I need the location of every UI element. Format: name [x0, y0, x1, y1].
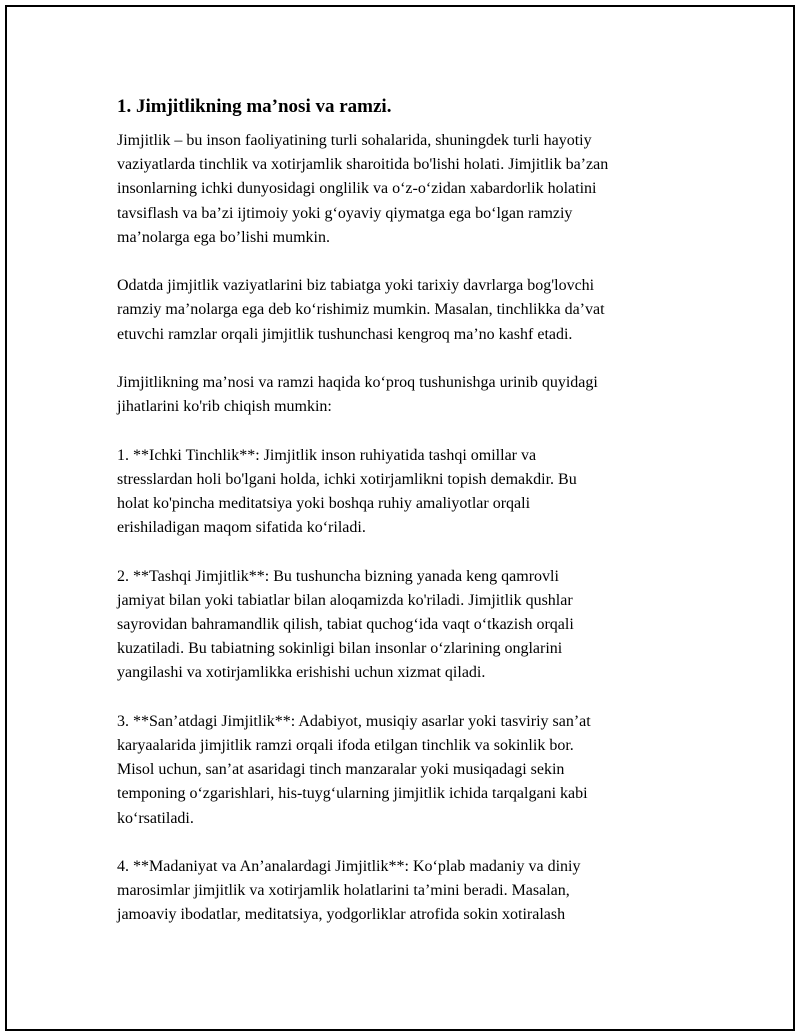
text-line: karyaalarida jimjitlik ramzi orqali ifoda etilgan tinchlik va sokinlik bor.	[117, 737, 574, 754]
paragraph-item-4	[117, 855, 692, 928]
paragraph-item-2	[117, 565, 692, 686]
text-line: 4. **Madaniyat va An’analardagi Jimjitlik**: Ko‘plab madaniy va diniy	[117, 858, 581, 875]
text-line: vaziyatlarda tinchlik va xotirjamlik sharoitida bo'lishi holati. Jimjitlik ba’zan	[117, 156, 609, 174]
text-line: etuvchi ramzlar orqali jimjitlik tushunchasi kengroq ma’no kashf etadi.	[117, 325, 573, 343]
paragraph-intro	[117, 129, 692, 250]
document-body	[117, 93, 692, 952]
text-line: jamiyat bilan yoki tabiatlar bilan aloqamizda ko'riladi. Jimjitlik qushlar	[117, 591, 573, 609]
text-line: holat ko'pincha meditatsiya yoki boshqa ruhiy amaliyotlar orqali	[117, 495, 531, 512]
text-line: ramziy ma’nolarga ega deb ko‘rishimiz mumkin. Masalan, tinchlikka da’vat	[117, 301, 605, 319]
text-line: sayrovidan bahramandlik qilish, tabiat quchog‘ida vaqt o‘tkazish orqali	[117, 616, 574, 633]
text-line: ko‘rsatiladi.	[117, 809, 194, 827]
text-line: 1. **Ichki Tinchlik**: Jimjitlik inson ruhiyatida tashqi omillar va	[117, 446, 537, 464]
text-line: jamoaviy ibodatlar, meditatsiya, yodgorliklar atrofida sokin xotiralash	[117, 906, 566, 924]
text-line: 3. **San’atdagi Jimjitlik**: Adabiyot, musiqiy asarlar yoki tasviriy san’at	[117, 712, 591, 730]
text-line: erishiladigan maqom sifatida ko‘riladi.	[117, 519, 366, 537]
text-line: insonlarning ichki dunyosidagi onglilik va o‘z-o‘zidan xabardorlik holatini	[117, 180, 597, 198]
text-line: jihatlarini ko'rib chiqish mumkin:	[117, 398, 332, 416]
text-line: Jimjitlik – bu inson faoliyatining turli sohalarida, shuningdek turli hayotiy	[117, 132, 592, 149]
text-line: stresslardan holi bo'lgani holda, ichki xotirjamlikni topish demakdir. Bu	[117, 470, 577, 488]
text-line: Jimjitlikning ma’nosi va ramzi haqida ko‘proq tushunishga urinib quyidagi	[117, 374, 598, 391]
section-heading: 1. Jimjitlikning ma’nosi va ramzi.	[117, 96, 392, 117]
paragraph-item-1	[117, 444, 692, 541]
paragraph-nature	[117, 274, 692, 347]
text-line: tavsiflash va ba’zi ijtimoiy yoki g‘oyaviy qiymatga ega bo‘lgan ramziy	[117, 204, 573, 222]
text-line: temponing o‘zgarishlari, his-tuyg‘ularning jimjitlik ichida tarqalgani kabi	[117, 785, 588, 803]
text-line: kuzatiladi. Bu tabiatning sokinligi bilan insonlar o‘zlarining onglarini	[117, 640, 563, 658]
text-line: 2. **Tashqi Jimjitlik**: Bu tushuncha bizning yanada keng qamrovli	[117, 567, 559, 585]
paragraph-aspects-intro	[117, 371, 692, 419]
text-line: Misol uchun, san’at asaridagi tinch manzaralar yoki musiqadagi sekin	[117, 761, 565, 779]
paragraph-item-3	[117, 710, 692, 831]
text-line: ma’nolarga ega bo’lishi mumkin.	[117, 228, 330, 246]
text-line: marosimlar jimjitlik va xotirjamlik holatlarini ta’mini beradi. Masalan,	[117, 882, 570, 900]
text-line: yangilashi va xotirjamlikka erishishi uchun xizmat qiladi.	[117, 664, 486, 682]
text-line: Odatda jimjitlik vaziyatlarini biz tabiatga yoki tarixiy davrlarga bog'lovchi	[117, 277, 595, 295]
